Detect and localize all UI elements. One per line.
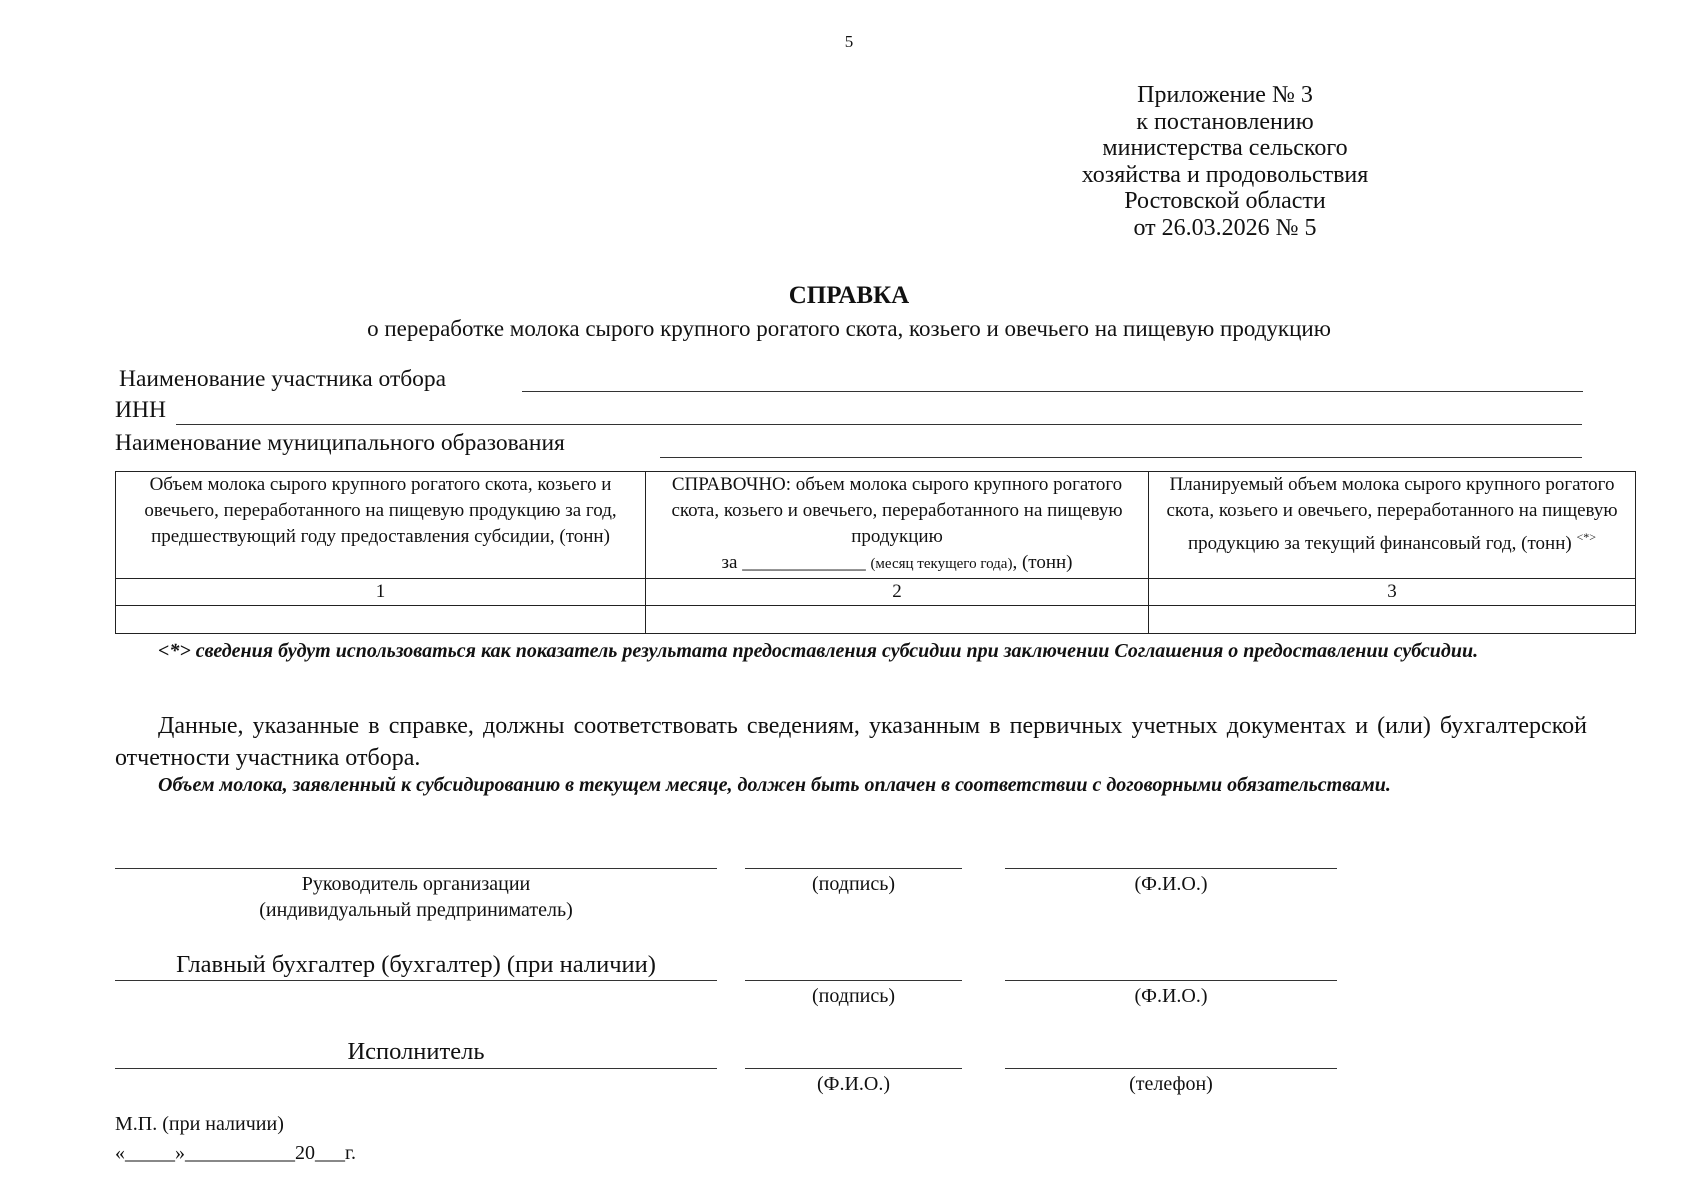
- appendix-line: Ростовской области: [1124, 188, 1326, 214]
- table-header-text: за: [721, 552, 738, 573]
- page-number: 5: [844, 32, 854, 51]
- table-header-text: СПРАВОЧНО: объем молока сырого крупного рогатого скота, козьего и овечьего, переработанного на пищевую продукцию: [671, 474, 1123, 547]
- table-row: [116, 606, 1636, 634]
- accountant-fio-line[interactable]: [1005, 980, 1337, 981]
- head-signature-line[interactable]: [745, 868, 962, 869]
- appendix-date-line: от 26.03.2026 № 5: [1133, 214, 1317, 241]
- table-header-row: [116, 472, 1636, 579]
- table-header-text: Объем молока сырого крупного рогатого скота, козьего и овечьего, переработанного на пищевую продукцию за год, предшествующий году предоставления субсидии, (тонн): [144, 474, 617, 547]
- document-title: СПРАВКА: [788, 282, 910, 309]
- executor-label: Исполнитель: [347, 1038, 485, 1065]
- data-compliance-paragraph: Данные, указанные в справке, должны соответствовать сведениям, указанным в первичных учетных документах и (или) бухгалтерской отчетности участника отбора.: [115, 713, 1587, 771]
- table-row: [116, 579, 1636, 606]
- data-table: [115, 471, 1636, 634]
- month-note: (месяц текущего года): [870, 556, 1013, 572]
- signature-caption: (подпись): [811, 873, 896, 895]
- footnote: <*> сведения будут использоваться как показатель результата предоставления субсидии при заключении Соглашения о предоставлении субсидии.: [158, 640, 1479, 662]
- appendix-line: министерства сельского: [1102, 135, 1348, 161]
- appendix-line: к постановлению: [1136, 108, 1314, 135]
- executor-fio-line[interactable]: [745, 1068, 962, 1069]
- table-header-text: , (тонн): [1012, 552, 1073, 573]
- table-input-cell[interactable]: [116, 606, 646, 634]
- municipality-label: Наименование муниципального образования: [115, 430, 565, 456]
- stamp-placeholder: М.П. (при наличии): [115, 1113, 284, 1135]
- document-subtitle: о переработке молока сырого крупного рогатого скота, козьего и овечьего на пищевую продукцию: [367, 316, 1331, 341]
- table-cell: 2: [646, 579, 1149, 606]
- inn-field[interactable]: [176, 424, 1582, 425]
- caption-line: (индивидуальный предприниматель): [259, 899, 573, 921]
- month-blank: _____________: [742, 552, 866, 573]
- appendix-header: [1040, 82, 1410, 241]
- table-header-text: Планируемый объем молока сырого крупного рогатого скота, козьего и овечьего, переработанного на пищевую продукцию за текущий финансовый год, (тонн): [1166, 474, 1618, 554]
- head-fio-line[interactable]: [1005, 868, 1337, 869]
- executor-phone-line[interactable]: [1005, 1068, 1337, 1069]
- caption-line: Руководитель организации: [301, 873, 531, 895]
- fio-caption: (Ф.И.О.): [816, 1073, 890, 1095]
- executor-name-line: [115, 1068, 717, 1069]
- head-name-line[interactable]: [115, 868, 717, 869]
- payment-obligation-paragraph: Объем молока, заявленный к субсидированию в текущем месяце, должен быть оплачен в соответствии с договорными обязательствами.: [158, 774, 1391, 796]
- table-input-cell[interactable]: [646, 606, 1149, 634]
- municipality-field[interactable]: [660, 457, 1582, 458]
- head-role-caption: [115, 871, 717, 923]
- accountant-signature-line[interactable]: [745, 980, 962, 981]
- date-field[interactable]: «_____»___________20___г.: [115, 1142, 356, 1164]
- fio-caption: (Ф.И.О.): [1134, 873, 1208, 895]
- accountant-label: Главный бухгалтер (бухгалтер) (при наличии): [176, 951, 656, 978]
- inn-label: ИНН: [115, 397, 166, 423]
- signature-caption: (подпись): [811, 985, 896, 1007]
- fio-caption: (Ф.И.О.): [1134, 985, 1208, 1007]
- footnote-mark: <*>: [1576, 530, 1597, 544]
- table-header-cell: [646, 472, 1149, 579]
- table-cell: 1: [116, 579, 646, 606]
- table-input-cell[interactable]: [1149, 606, 1636, 634]
- table-cell: 3: [1149, 579, 1636, 606]
- appendix-line: хозяйства и продовольствия: [1081, 161, 1369, 188]
- appendix-line: Приложение № 3: [1137, 82, 1313, 108]
- participant-name-field[interactable]: [522, 391, 1583, 392]
- participant-name-label: Наименование участника отбора: [119, 366, 447, 392]
- table-header-cell: [116, 472, 646, 579]
- table-header-cell: [1149, 472, 1636, 579]
- phone-caption: (телефон): [1129, 1073, 1213, 1095]
- accountant-name-line: [115, 980, 717, 981]
